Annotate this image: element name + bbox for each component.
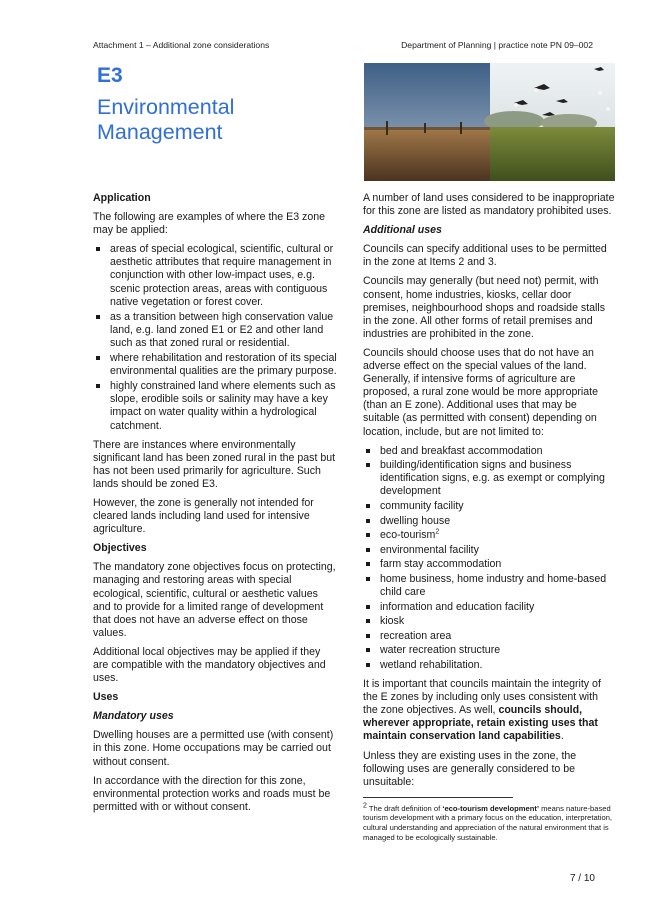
- list-item: information and education facility: [363, 601, 615, 614]
- footnote-mark: 2: [363, 802, 367, 810]
- objectives-local-paragraph: Additional local objectives may be applied if they are compatible with the mandatory objectives and uses.: [93, 645, 326, 685]
- direction-paragraph: In accordance with the direction for this zone, environmental protection works and roads must be permitted with or without consent.: [93, 774, 331, 813]
- application-heading: Application: [93, 192, 151, 204]
- application-intro: The following are examples of where the E3 zone may be applied:: [93, 211, 326, 237]
- list-item: kiosk: [363, 615, 615, 628]
- list-item: recreation area: [363, 630, 615, 643]
- header-photo: [364, 63, 615, 181]
- list-item: [363, 529, 615, 542]
- list-item: community facility: [363, 500, 615, 513]
- integrity-paragraph: [363, 678, 615, 743]
- unsuitable-paragraph: Unless they are existing uses in the zone, the following uses are generally considered to be unsuitable:: [363, 749, 577, 788]
- list-item: as a transition between high conservation value land, e.g. land zoned E1 or E2 and other land such as that zoned rural or residential.: [93, 311, 338, 350]
- additional-uses-heading: Additional uses: [363, 224, 442, 237]
- prohibited-paragraph: A number of land uses considered to be inappropriate for this zone are listed as mandatory prohibited uses.: [363, 192, 615, 218]
- cleared-paragraph: However, the zone is generally not intended for cleared lands including land used for intensive agriculture.: [93, 496, 314, 536]
- objectives-heading: Objectives: [93, 542, 147, 555]
- page-number: 7 / 10: [569, 873, 595, 884]
- list-item: dwelling house: [363, 515, 615, 528]
- footnote-divider: [363, 797, 513, 798]
- right-column: [363, 192, 615, 848]
- mandatory-paragraph: Dwelling houses are a permitted use (with consent) in this zone. Home occupations may be carried out without consent.: [93, 729, 334, 768]
- additional-paragraph-1: Councils can specify additional uses to be permitted in the zone at Items 2 and 3.: [363, 243, 607, 269]
- list-item: environmental facility: [363, 544, 615, 557]
- footnote-term: ‘eco-tourism development’: [442, 803, 539, 813]
- additional-paragraph-2: Councils may generally (but need not) permit, with consent, home industries, kiosks, cellar door premises, neighbourhood shops and roadside stalls in the zone. All other forms of retail premises and industries are prohibited in the zone.: [363, 275, 606, 340]
- footnote: [363, 804, 615, 842]
- additional-paragraph-3: Councils should choose uses that do not have an adverse effect on the special values of the land. Generally, if intensive forms of agriculture are proposed, a rural zone would be more appropriate (than an E zone). Additional uses that may be suitable (as permitted with consent) depending on location, include, but are not limited to:: [363, 346, 598, 438]
- footnote-pre: The draft definition of: [366, 803, 443, 813]
- integrity-text: It is important that councils maintain the integrity of the E zones by including only uses consistent with the zone objectives. As well,: [363, 678, 601, 717]
- list-item: where rehabilitation and restoration of its special environmental qualities are the primary purpose.: [93, 352, 338, 378]
- zone-title: Environmental Management: [97, 95, 235, 144]
- integrity-emphasis: councils should, wherever appropriate, retain existing uses that maintain conservation land capabilities: [363, 704, 598, 743]
- list-item: home business, home industry and home-based child care: [363, 573, 615, 599]
- footnote-post: means nature-based tourism development with a primary focus on the education, interpretation, cultural understanding and appreciation of the natural environment that is managed to be ecologically sustainable.: [363, 803, 613, 842]
- list-item: bed and breakfast accommodation: [363, 445, 615, 458]
- application-list: [93, 243, 338, 432]
- integrity-end: .: [560, 730, 564, 743]
- list-item: farm stay accommodation: [363, 558, 615, 571]
- left-column: [93, 192, 338, 820]
- objectives-paragraph: The mandatory zone objectives focus on protecting, managing and restoring areas with special ecological, scientific, cultural or aesthetic values and to provide for a limited range of development that does not have an adverse effect on those values.: [93, 561, 336, 639]
- footnote-ref: 2: [435, 528, 440, 536]
- list-item: highly constrained land where elements such as slope, erodible soils or salinity may have a key impact on water quality within a hydrological catchment.: [93, 380, 338, 432]
- rural-paragraph: There are instances where environmentally significant land has been zoned rural in the past but has not been used primarily for agriculture. Such lands should be zoned E3.: [93, 438, 336, 490]
- list-item: building/identification signs and business identification signs, e.g. as exempt or complying development: [363, 459, 615, 498]
- list-item: wetland rehabilitation.: [363, 659, 615, 672]
- landscape-photo: [364, 63, 615, 181]
- list-item: water recreation structure: [363, 644, 615, 657]
- mandatory-uses-heading: Mandatory uses: [93, 710, 174, 723]
- header-right: Department of Planning | practice note PN 09–002: [401, 40, 593, 50]
- list-item: areas of special ecological, scientific, cultural or aesthetic attributes that require management in conjunction with other low-impact uses, e.g. scenic protection areas, areas with contiguous native vegetation or forest cover.: [93, 243, 338, 308]
- zone-code: E3: [97, 64, 123, 87]
- header-left: Attachment 1 – Additional zone considerations: [93, 40, 270, 50]
- suitable-uses-list: [363, 445, 615, 673]
- list-item-text: eco-tourism: [380, 529, 436, 542]
- uses-heading: Uses: [93, 691, 119, 704]
